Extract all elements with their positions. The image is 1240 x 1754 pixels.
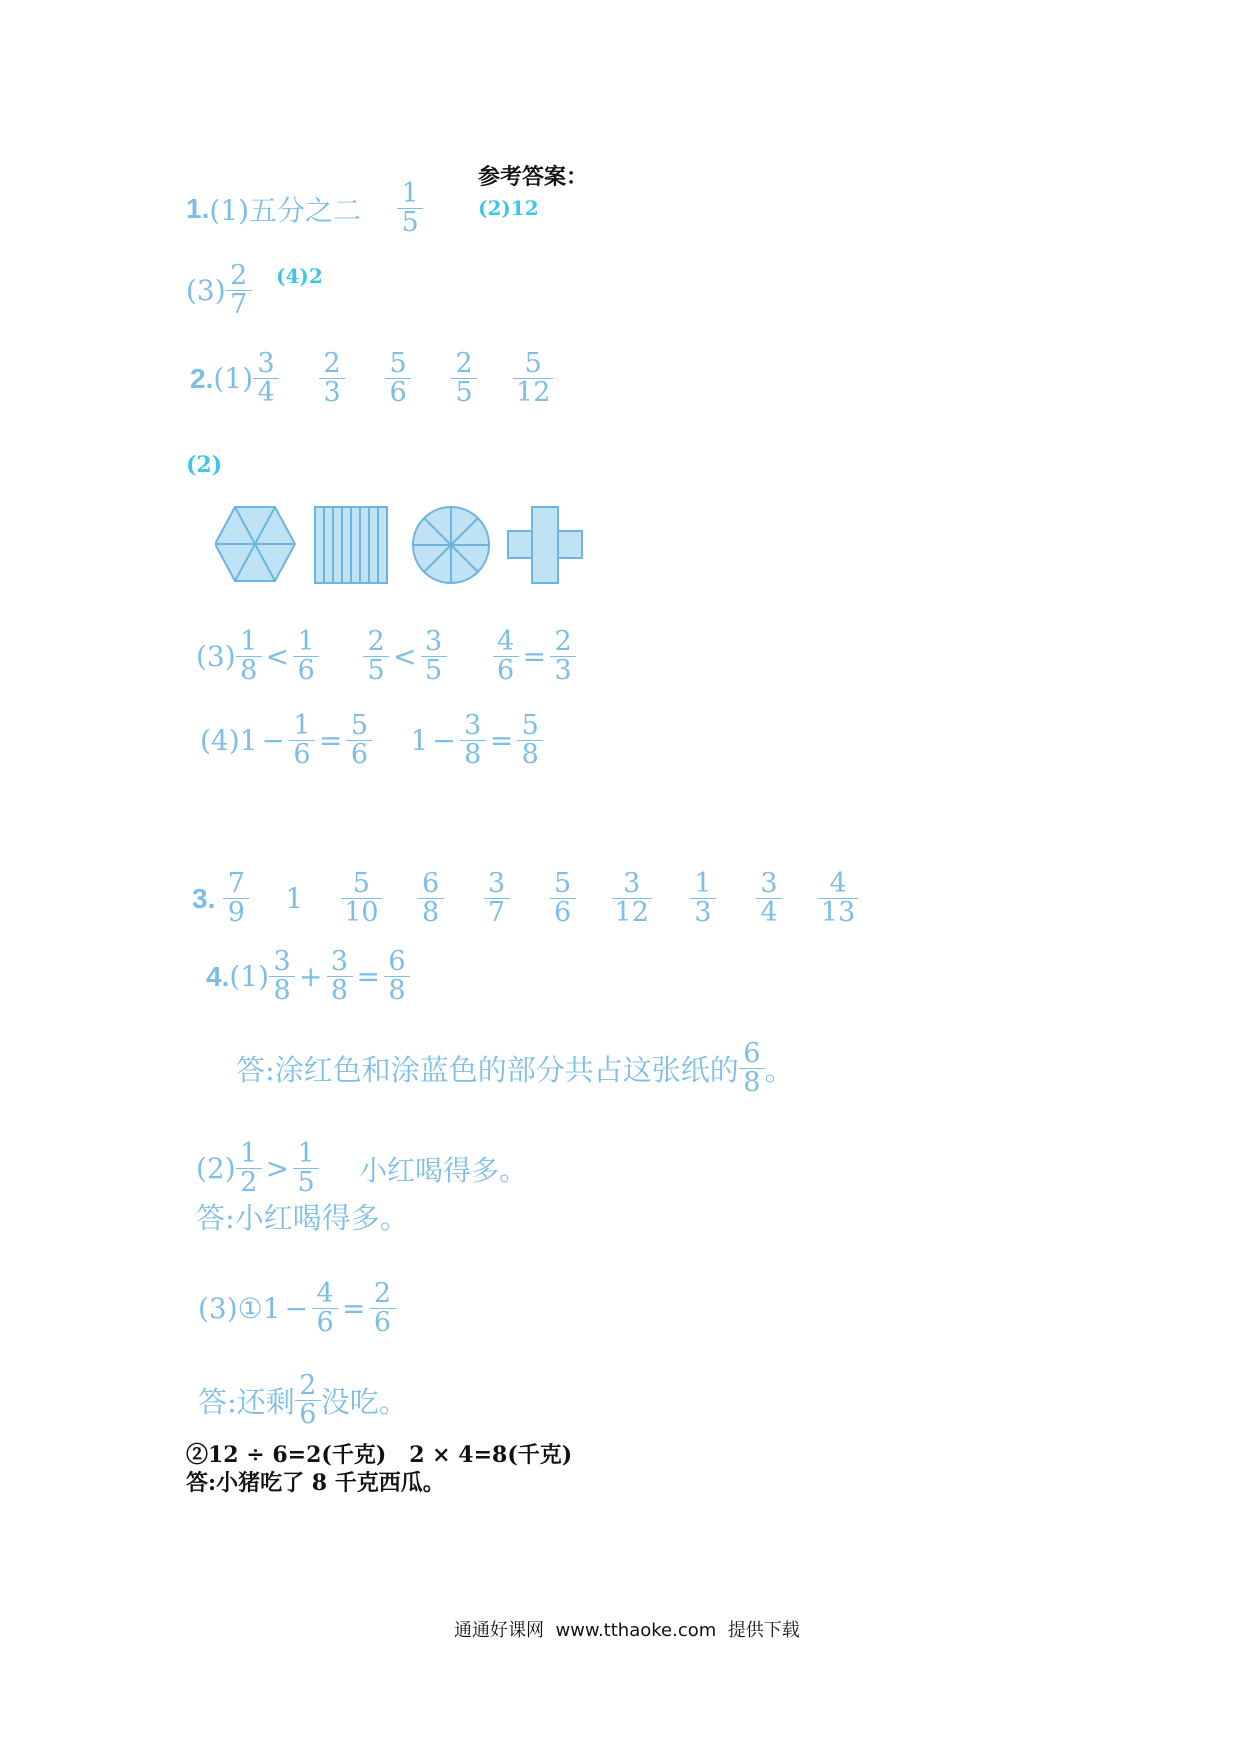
- question-number: 4.: [206, 960, 230, 992]
- q2-part1: [190, 350, 553, 408]
- q4-part2: [196, 1140, 527, 1198]
- comparison-sign: <: [393, 640, 417, 674]
- fraction: 6 8: [418, 870, 444, 928]
- fraction: 2 7: [226, 262, 252, 320]
- q4-p3-label: (3)①1: [198, 1292, 281, 1326]
- equals-sign: =: [356, 960, 380, 994]
- fraction: 5 6: [346, 712, 372, 770]
- comparison-sign: >: [265, 1152, 290, 1186]
- q4-part3: [198, 1280, 396, 1338]
- fraction: 3 8: [460, 712, 486, 770]
- q2-part4: [200, 712, 543, 770]
- minus-sign: −: [432, 724, 456, 758]
- fraction: 1 5: [397, 180, 423, 238]
- fraction: 6 8: [384, 948, 410, 1006]
- cross-shape: [508, 507, 582, 583]
- q2-p2-label: (2): [186, 452, 223, 478]
- answer-text: 答:还剩: [198, 1385, 295, 1420]
- question-number: 3.: [192, 882, 216, 914]
- answer-suffix: 。: [764, 1053, 794, 1088]
- footer-text: 通通好课网 www.tthaoke.com 提供下载: [454, 1620, 800, 1641]
- fraction: 3 12: [612, 870, 652, 928]
- fraction: 6 8: [739, 1040, 765, 1098]
- q2-part3: [196, 628, 576, 686]
- fraction: 3 8: [327, 948, 353, 1006]
- whole-number: 1: [410, 724, 429, 758]
- fraction: 2 6: [370, 1280, 396, 1338]
- q4-p1-answer: [236, 1040, 794, 1098]
- q4-p1-label: (1): [229, 960, 270, 994]
- fraction: 1 8: [236, 628, 262, 686]
- q1-p4-label: (4)2: [276, 264, 323, 288]
- fraction: 1 6: [289, 712, 315, 770]
- fraction: 7 9: [223, 870, 249, 928]
- fraction: 3 4: [253, 350, 279, 408]
- q4-p3-answer: [198, 1372, 408, 1430]
- q2-p4-label: (4): [200, 724, 240, 758]
- q2-p1-label: (1): [213, 362, 254, 396]
- minus-sign: −: [284, 1292, 309, 1326]
- q1-part1: [186, 180, 423, 238]
- q4-p3-2-line2: 答:小猪吃了 8 千克西瓜。: [186, 1470, 445, 1496]
- q1-p1-label: (1)五分之二: [209, 193, 362, 227]
- question-number: 1.: [186, 192, 210, 224]
- fraction: 1 5: [293, 1140, 319, 1198]
- equals-sign: =: [318, 724, 343, 758]
- q4-part1: [206, 948, 410, 1006]
- q1-part3: [186, 262, 252, 320]
- comparison-sign: <: [265, 640, 290, 674]
- question-number: 2.: [190, 362, 214, 394]
- fraction: 4 13: [818, 870, 858, 928]
- q4-p2-text: 小红喝得多。: [359, 1153, 528, 1187]
- fraction: 5 8: [517, 712, 543, 770]
- fraction: 2 3: [319, 350, 345, 408]
- plus-sign: +: [299, 960, 323, 994]
- fraction: 5 10: [341, 870, 381, 928]
- whole-number: 1: [239, 724, 258, 758]
- striped-rectangle-shape: [315, 507, 387, 583]
- q1-p3-label: (3): [186, 274, 226, 308]
- page-title: 参考答案：: [478, 164, 589, 190]
- hexagon-shape: [215, 507, 295, 581]
- fraction: 2 5: [363, 628, 389, 686]
- fraction: 3 4: [756, 870, 782, 928]
- comparison-sign: =: [522, 640, 547, 674]
- q4-p2-label: (2): [196, 1152, 236, 1186]
- answer-text: 答:涂红色和涂蓝色的部分共占这张纸的: [236, 1053, 739, 1088]
- q4-p3-2-line1: ②12 ÷ 6=2(千克) 2 × 4=8(千克): [186, 1442, 573, 1468]
- fraction: 4 6: [493, 628, 519, 686]
- shaded-shapes: [215, 505, 595, 590]
- fraction: 5 12: [513, 350, 553, 408]
- fraction: 1 6: [293, 628, 319, 686]
- whole-number: 1: [285, 882, 304, 916]
- fraction: 2 3: [550, 628, 576, 686]
- fraction: 3 5: [421, 628, 447, 686]
- fraction: 3 7: [484, 870, 510, 928]
- fraction: 2 6: [295, 1372, 321, 1430]
- fraction: 5 6: [385, 350, 411, 408]
- minus-sign: −: [261, 724, 285, 758]
- equals-sign: =: [489, 724, 514, 758]
- fraction: 2 5: [451, 350, 477, 408]
- equals-sign: =: [342, 1292, 366, 1326]
- q4-p2-answer: 答:小红喝得多。: [196, 1201, 409, 1235]
- fraction: 1 2: [236, 1140, 262, 1198]
- fraction: 1 3: [690, 870, 716, 928]
- answer-suffix: 没吃。: [320, 1385, 408, 1420]
- q2-p3-label: (3): [196, 640, 236, 674]
- fraction: 5 6: [550, 870, 576, 928]
- divided-circle-shape: [413, 507, 489, 583]
- fraction: 4 6: [312, 1280, 338, 1338]
- q3-row: [192, 870, 858, 928]
- fraction: 3 8: [269, 948, 295, 1006]
- q1-p2-label: (2)12: [478, 196, 539, 220]
